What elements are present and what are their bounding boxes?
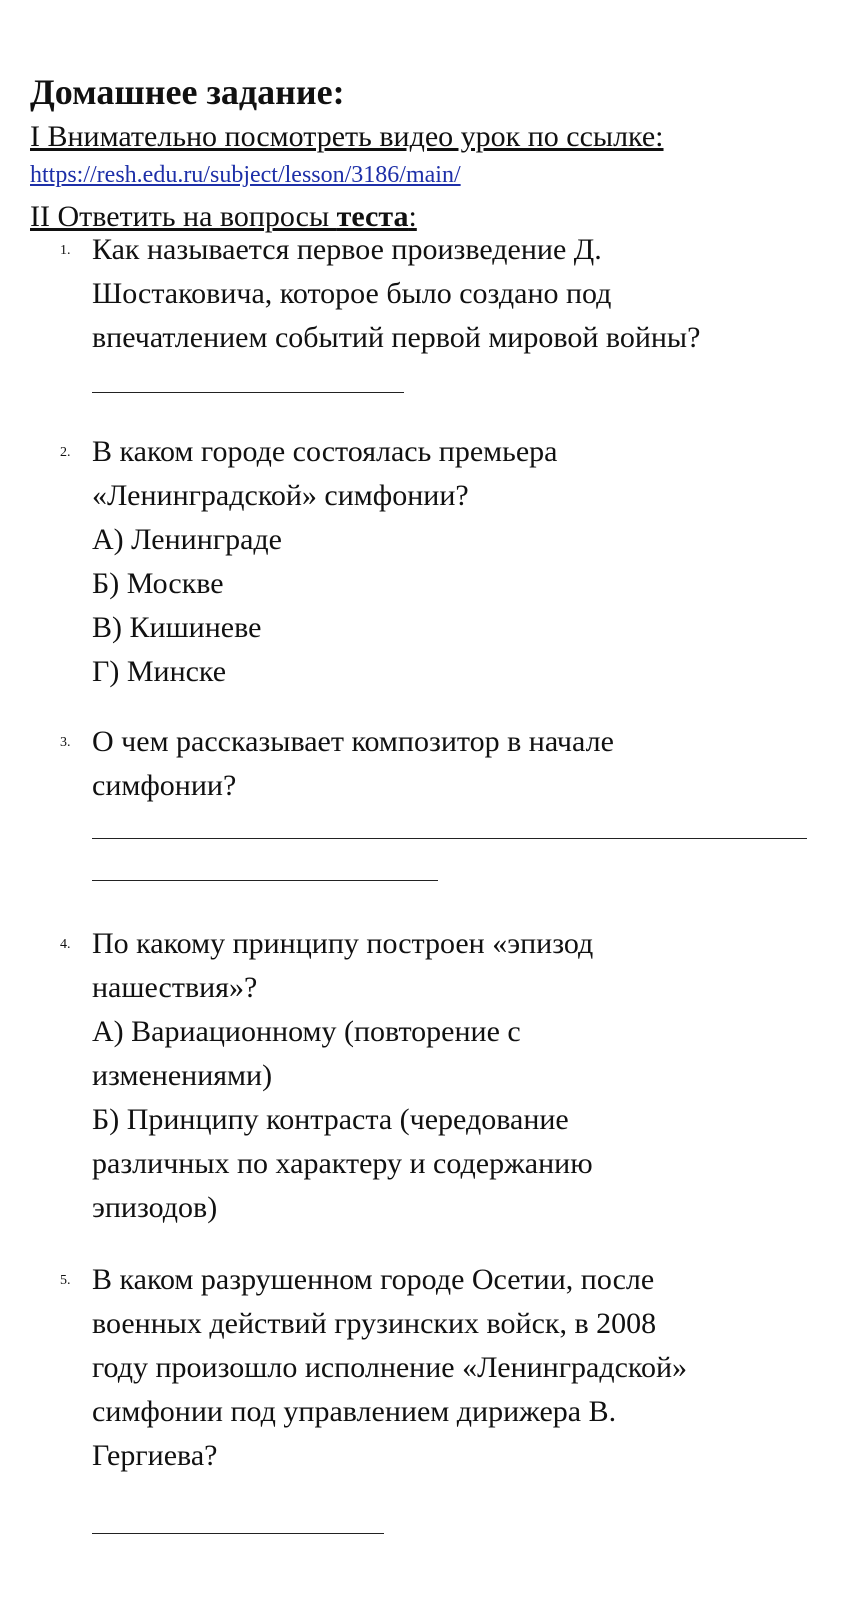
answer-option-b: Б) Принципу контраста (чередование — [92, 1103, 569, 1136]
answer-line-3a[interactable] — [92, 838, 807, 839]
question-number: 3. — [60, 735, 71, 750]
answer-line-5[interactable] — [92, 1533, 384, 1534]
answer-option-a: А) Ленинграде — [92, 523, 282, 556]
question-number: 2. — [60, 445, 71, 460]
question-text-line: Как называется первое произведение Д. — [92, 233, 602, 266]
question-text-line: году произошло исполнение «Ленинградской» — [92, 1351, 688, 1384]
answer-option-b: Б) Москве — [92, 567, 224, 600]
question-number: 4. — [60, 937, 71, 952]
question-text-line: «Ленинградской» симфонии? — [92, 479, 469, 512]
answer-line-1[interactable] — [92, 392, 404, 393]
question-text-line: В каком городе состоялась премьера — [92, 435, 558, 468]
question-text-line: Гергиева? — [92, 1439, 218, 1472]
answer-option-a-cont: изменениями) — [92, 1059, 273, 1092]
instruction-answer-test-bold: теста — [336, 200, 409, 233]
question-number: 5. — [60, 1273, 71, 1288]
question-text-line: симфонии под управлением дирижера В. — [92, 1395, 617, 1428]
page-title: Домашнее задание: — [30, 72, 345, 112]
question-text-line: военных действий грузинских войск, в 2008 — [92, 1307, 657, 1340]
question-text-line: впечатлением событий первой мировой войны? — [92, 321, 701, 354]
question-1 — [60, 228, 852, 360]
lesson-link[interactable]: https://resh.edu.ru/subject/lesson/3186/main/ — [30, 162, 461, 188]
question-text-line: В каком разрушенном городе Осетии, после — [92, 1263, 655, 1296]
answer-option-c: В) Кишиневе — [92, 611, 262, 644]
question-text-line: нашествия»? — [92, 971, 258, 1004]
question-5 — [60, 1258, 852, 1478]
question-4 — [60, 922, 852, 1230]
instruction-watch-video: I Внимательно посмотреть видео урок по ссылке: — [30, 120, 664, 153]
answer-line-3b[interactable] — [92, 880, 438, 881]
question-number: 1. — [60, 243, 71, 258]
answer-option-d: Г) Минске — [92, 655, 227, 688]
answer-option-b-cont: эпизодов) — [92, 1191, 218, 1224]
answer-option-a: А) Вариационному (повторение с — [92, 1015, 521, 1048]
question-text-line: симфонии? — [92, 769, 237, 802]
question-2 — [60, 430, 852, 694]
answer-option-b-cont: различных по характеру и содержанию — [92, 1147, 593, 1180]
question-text-line: По какому принципу построен «эпизод — [92, 927, 594, 960]
question-text-line: О чем рассказывает композитор в начале — [92, 725, 614, 758]
instruction-answer-test-text: II Ответить на вопросы — [30, 200, 337, 233]
instruction-answer-test-colon: : — [408, 200, 417, 233]
question-text-line: Шостаковича, которое было создано под — [92, 277, 612, 310]
question-3 — [60, 720, 852, 808]
